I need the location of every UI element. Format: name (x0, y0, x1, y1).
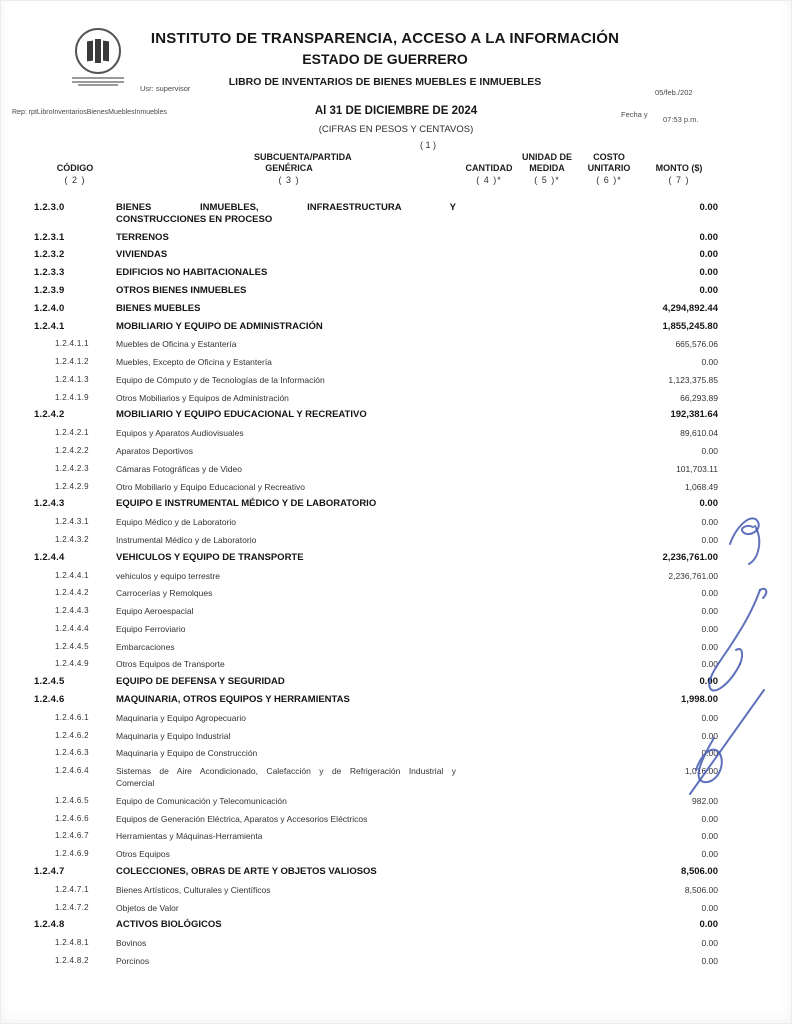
row-description: Otros Mobiliarios y Equipos de Administración (116, 392, 289, 403)
row-code: 1.2.4.4.9 (55, 659, 89, 669)
row-description: Maquinaria y Equipo Agropecuario (116, 712, 246, 723)
row-code: 1.2.4.6.1 (55, 712, 89, 722)
date-time-label: Fecha y (621, 110, 648, 119)
row-amount: 0.00 (699, 267, 718, 279)
table-row (34, 424, 718, 442)
row-description: BIENES INMUEBLES, INFRAESTRUCTURA Y CONSTRUCCIONES EN PROCESO (116, 201, 456, 225)
table-row (34, 371, 718, 389)
row-code: 1.2.4.7.2 (55, 902, 89, 912)
row-code: 1.2.4.2.2 (55, 446, 89, 456)
table-row (34, 792, 718, 810)
row-amount: 0.00 (699, 285, 718, 297)
table-row (34, 353, 718, 371)
row-description: VIVIENDAS (116, 249, 168, 261)
row-description: Sistemas de Aire Acondicionado, Calefacción y de Refrigeración Industrial y Comercial (116, 766, 456, 789)
row-code: 1.2.4.5 (34, 676, 65, 688)
period-title: Al 31 DE DICIEMBRE DE 2024 (314, 105, 478, 117)
table-row (34, 845, 718, 863)
row-description: Maquinaria y Equipo de Construcción (116, 748, 258, 759)
row-code: 1.2.4.1.3 (55, 374, 89, 384)
row-amount: 0.00 (701, 606, 718, 617)
table-row (34, 247, 718, 265)
column-number: ( 4 )* (476, 175, 502, 185)
row-amount: 1,068.49 (684, 481, 718, 492)
row-description: COLECCIONES, OBRAS DE ARTE Y OBJETOS VALIOSOS (116, 866, 377, 878)
row-amount: 0.00 (701, 659, 718, 670)
row-description: EDIFICIOS NO HABITACIONALES (116, 267, 268, 279)
column-number: ( 5 )* (534, 175, 560, 185)
table-row (34, 229, 718, 247)
row-description: Bovinos (116, 938, 147, 949)
table-row (34, 620, 718, 638)
row-amount: 0.00 (701, 446, 718, 457)
row-code: 1.2.3.1 (34, 231, 65, 243)
row-code: 1.2.4.4.5 (55, 641, 89, 651)
row-description: TERRENOS (116, 231, 169, 243)
row-code: 1.2.3.9 (34, 285, 65, 297)
institute-title: INSTITUTO DE TRANSPARENCIA, ACCESO A LA INFORMACIÓN (150, 30, 620, 47)
table-row (34, 300, 718, 318)
table-row (34, 691, 718, 709)
row-amount: 0.00 (699, 919, 718, 931)
table-row (34, 478, 718, 496)
table-row (34, 335, 718, 353)
row-description: Bienes Artísticos, Culturales y Científicos (116, 884, 271, 895)
row-code: 1.2.4.6.6 (55, 813, 89, 823)
row-amount: 0.00 (699, 201, 718, 213)
row-description: EQUIPO DE DEFENSA Y SEGURIDAD (116, 676, 285, 688)
row-code: 1.2.4.8.2 (55, 955, 89, 965)
table-row (34, 727, 718, 745)
row-amount: 1,855,245.80 (662, 320, 718, 332)
table-row (34, 282, 718, 300)
row-amount: 0.00 (699, 249, 718, 261)
table-row (34, 934, 718, 952)
table-row (34, 602, 718, 620)
column-title: SUBCUENTA/PARTIDA GENÉRICA (254, 152, 352, 173)
row-amount: 982.00 (692, 795, 718, 806)
table-row (34, 584, 718, 602)
row-amount: 2,236,761.00 (668, 570, 718, 581)
row-code: 1.2.4.8.1 (55, 938, 89, 948)
row-description: Porcinos (116, 955, 150, 966)
row-code: 1.2.4.0 (34, 302, 65, 314)
document-header (0, 30, 781, 88)
column-header (462, 152, 516, 187)
row-code: 1.2.4.6.9 (55, 849, 89, 859)
row-description: Equipo Aeroespacial (116, 606, 194, 617)
row-amount: 2,236,761.00 (662, 551, 718, 563)
row-description: Embarcaciones (116, 641, 175, 652)
row-code: 1.2.4.2.3 (55, 463, 89, 473)
row-code: 1.2.4.6.2 (55, 730, 89, 740)
row-amount: 0.00 (701, 902, 718, 913)
row-amount: 8,506.00 (684, 884, 718, 895)
row-description: Herramientas y Máquinas-Herramienta (116, 831, 263, 842)
row-code: 1.2.4.3.1 (55, 517, 89, 527)
column-title: CÓDIGO (56, 163, 94, 173)
table-header-row (34, 152, 718, 187)
row-description: Otros Equipos de Transporte (116, 659, 225, 670)
table-row (34, 513, 718, 531)
table-row (34, 762, 718, 792)
row-description: Equipo Ferroviario (116, 623, 186, 634)
row-code: 1.2.3.3 (34, 267, 65, 279)
row-description: Maquinaria y Equipo Industrial (116, 730, 231, 741)
table-row (34, 407, 718, 425)
row-code: 1.2.4.1.2 (55, 357, 89, 367)
row-amount: 8,506.00 (681, 866, 718, 878)
generation-date: 05/feb./202 (655, 88, 693, 97)
table-row (34, 264, 718, 282)
table-row (34, 673, 718, 691)
table-row (34, 638, 718, 656)
column-title: CANTIDAD (465, 163, 513, 173)
row-code: 1.2.4.4.3 (55, 606, 89, 616)
row-description: Equipos de Generación Eléctrica, Aparatos y Accesorios Eléctricos (116, 813, 368, 824)
row-amount: 0.00 (701, 955, 718, 966)
row-description: VEHICULOS Y EQUIPO DE TRANSPORTE (116, 551, 304, 563)
table-row (34, 199, 718, 229)
row-amount: 665,576.06 (675, 339, 718, 350)
row-description: Equipos y Aparatos Audiovisuales (116, 428, 244, 439)
row-description: Instrumental Médico y de Laboratorio (116, 534, 257, 545)
row-description: MOBILIARIO Y EQUIPO EDUCACIONAL Y RECREATIVO (116, 409, 367, 421)
row-amount: 0.00 (701, 813, 718, 824)
row-description: ACTIVOS BIOLÓGICOS (116, 919, 222, 931)
row-amount: 0.00 (699, 498, 718, 510)
row-code: 1.2.4.2.9 (55, 481, 89, 491)
row-description: Aparatos Deportivos (116, 446, 194, 457)
row-code: 1.2.4.6.4 (55, 766, 89, 776)
row-amount: 1,998.00 (681, 693, 718, 705)
table-row (34, 567, 718, 585)
row-code: 1.2.4.6.5 (55, 795, 89, 805)
row-code: 1.2.4.4.2 (55, 588, 89, 598)
column-number: ( 2 ) (64, 175, 86, 185)
row-amount: 0.00 (701, 517, 718, 528)
row-description: MAQUINARIA, OTROS EQUIPOS Y HERRAMIENTAS (116, 693, 350, 705)
row-description: OTROS BIENES INMUEBLES (116, 285, 247, 297)
column-title: MONTO ($) (655, 163, 703, 173)
row-amount: 4,294,892.44 (662, 302, 718, 314)
table-row (34, 952, 718, 970)
row-code: 1.2.4.3 (34, 498, 65, 510)
generation-time: 07:53 p.m. (663, 115, 699, 124)
row-code: 1.2.4.8 (34, 919, 65, 931)
row-amount: 0.00 (701, 534, 718, 545)
row-description: Cámaras Fotográficas y de Video (116, 463, 242, 474)
row-amount: 89,610.04 (680, 428, 718, 439)
row-code: 1.2.4.4.4 (55, 623, 89, 633)
table-row (34, 496, 718, 514)
column-number: ( 3 ) (278, 175, 300, 185)
row-description: Muebles, Excepto de Oficina y Estantería (116, 357, 272, 368)
row-amount: 1,016.00 (684, 766, 718, 777)
table-row (34, 863, 718, 881)
row-amount: 0.00 (701, 357, 718, 368)
column-header (640, 152, 718, 187)
row-description: Otros Equipos (116, 849, 170, 860)
column-header (34, 152, 116, 187)
row-code: 1.2.3.0 (34, 201, 65, 213)
row-amount: 101,703.11 (676, 463, 718, 474)
column-header (116, 152, 462, 187)
column-header (516, 152, 578, 187)
row-amount: 0.00 (701, 831, 718, 842)
row-code: 1.2.4.1.1 (55, 339, 89, 349)
row-amount: 192,381.64 (670, 409, 718, 421)
state-title: ESTADO DE GUERRERO (302, 51, 468, 67)
row-description: Equipo Médico y de Laboratorio (116, 517, 237, 528)
row-code: 1.2.4.7 (34, 866, 65, 878)
inventory-table (34, 199, 718, 970)
row-description: Muebles de Oficina y Estantería (116, 339, 237, 350)
row-description: Equipo de Comunicación y Telecomunicación (116, 795, 287, 806)
row-amount: 0.00 (699, 231, 718, 243)
table-row (34, 531, 718, 549)
column-number: ( 7 ) (668, 175, 690, 185)
row-code: 1.2.4.2.1 (55, 428, 89, 438)
table-row (34, 810, 718, 828)
table-row (34, 656, 718, 674)
table-row (34, 460, 718, 478)
table-row (34, 744, 718, 762)
user-label: Usr: supervisor (140, 84, 191, 93)
row-description: vehiculos y equipo terrestre (116, 570, 220, 581)
note-number: ( 1 ) (419, 140, 436, 150)
row-description: BIENES MUEBLES (116, 302, 201, 314)
table-row (34, 389, 718, 407)
figures-subtitle: (CIFRAS EN PESOS Y CENTAVOS) (318, 124, 474, 135)
row-amount: 0.00 (701, 938, 718, 949)
row-description: MOBILIARIO Y EQUIPO DE ADMINISTRACIÓN (116, 320, 323, 332)
row-code: 1.2.4.6.7 (55, 831, 89, 841)
handwritten-loop-mark (725, 500, 777, 572)
row-amount: 0.00 (701, 712, 718, 723)
table-row (34, 828, 718, 846)
column-title: COSTO UNITARIO (587, 152, 631, 173)
row-code: 1.2.4.4 (34, 551, 65, 563)
row-amount: 0.00 (701, 588, 718, 599)
row-amount: 0.00 (699, 676, 718, 688)
row-description: Equipo de Cómputo y de Tecnologías de la Información (116, 374, 325, 385)
row-code: 1.2.4.7.1 (55, 884, 89, 894)
column-number: ( 6 )* (596, 175, 622, 185)
table-row (34, 916, 718, 934)
row-code: 1.2.4.1 (34, 320, 65, 332)
row-code: 1.2.4.1.9 (55, 392, 89, 402)
table-row (34, 709, 718, 727)
row-code: 1.2.4.4.1 (55, 570, 89, 580)
report-id-label: Rep: rptLibroInventariosBienesMueblesInmuebles (12, 109, 167, 116)
row-amount: 1,123,375.85 (668, 374, 718, 385)
table-row (34, 318, 718, 336)
row-amount: 0.00 (701, 748, 718, 759)
row-code: 1.2.4.6.3 (55, 748, 89, 758)
row-amount: 0.00 (701, 641, 718, 652)
row-code: 1.2.3.2 (34, 249, 65, 261)
row-code: 1.2.4.3.2 (55, 534, 89, 544)
table-row (34, 881, 718, 899)
row-amount: 0.00 (701, 730, 718, 741)
report-title: LIBRO DE INVENTARIOS DE BIENES MUEBLES E INMUEBLES (228, 76, 542, 88)
column-header (578, 152, 640, 187)
row-description: Carrocerías y Remolques (116, 588, 213, 599)
row-amount: 66,293.89 (680, 392, 718, 403)
row-amount: 0.00 (701, 623, 718, 634)
row-description: EQUIPO E INSTRUMENTAL MÉDICO Y DE LABORATORIO (116, 498, 377, 510)
column-title: UNIDAD DE MEDIDA (521, 152, 572, 173)
row-amount: 0.00 (701, 849, 718, 860)
row-description: Otro Mobiliario y Equipo Educacional y Recreativo (116, 481, 305, 492)
row-description: Objetos de Valor (116, 902, 179, 913)
table-row (34, 549, 718, 567)
table-row (34, 899, 718, 917)
row-code: 1.2.4.2 (34, 409, 65, 421)
row-code: 1.2.4.6 (34, 693, 65, 705)
table-row (34, 442, 718, 460)
